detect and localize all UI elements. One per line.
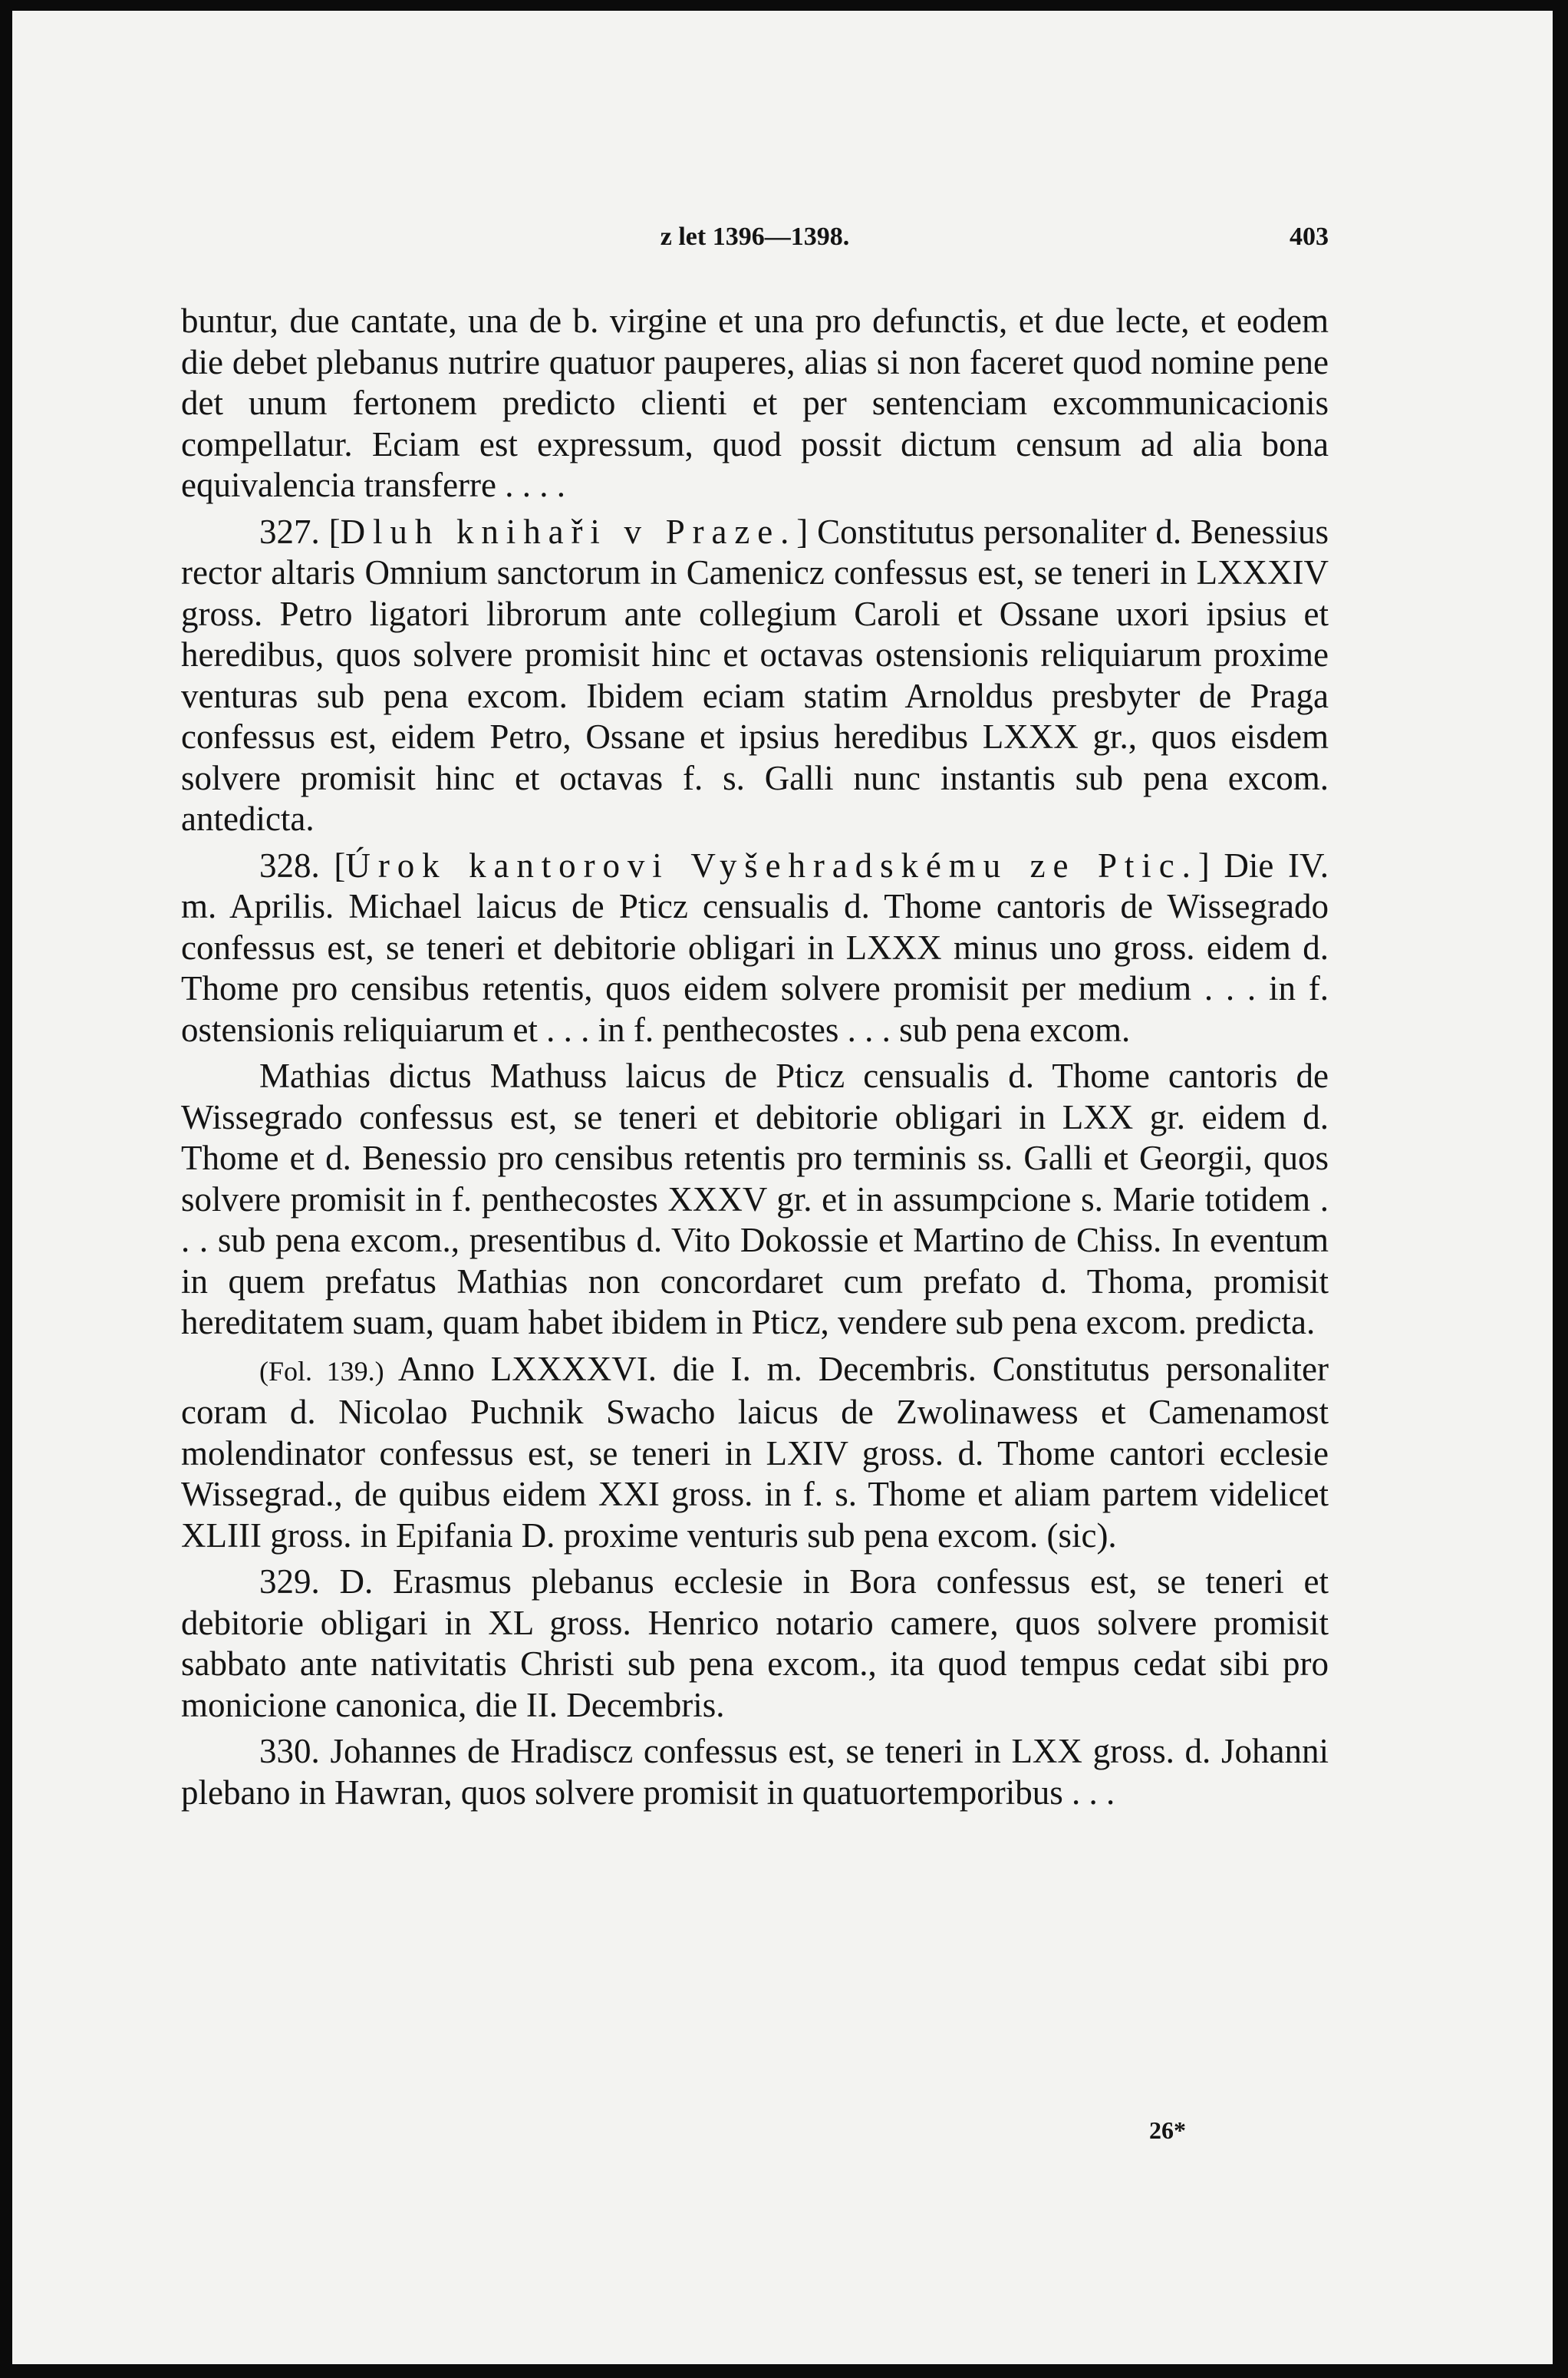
paragraph-text: Anno LXXXXVI. die I. m. Decembris. Constitutus personaliter coram d. Nicolao Puchnik Swacho laicus de Zwolinawess et Camenamost molendinator confessus est, se teneri in LXIV gross. d. Thome cantori ecclesie Wissegrad., de quibus eidem XXI gross. in f. s. Thome et aliam partem videlicet XLIII gross. in Epifania D. proxime venturis sub pena excom. (sic). bbox=[181, 1349, 1329, 1555]
entry-number: 327. [ bbox=[259, 512, 341, 551]
scan-border-top bbox=[0, 0, 1568, 11]
paragraph-text: buntur, due cantate, una de b. virgine et una pro defunctis, et due lecte, et eodem die debet plebanus nutrire quatuor pauperes, alias si non faceret quod nomine pene det unum fertonem predicto clienti et per sentenciam excommunicacionis compellatur. Eciam est expressum, quod possit dictum censum ad alia bona equivalencia transferre . . . . bbox=[181, 302, 1329, 504]
paragraph-text: Mathias dictus Mathuss laicus de Pticz censualis d. Thome cantoris de Wissegrado confessus est, se teneri et debitorie obligari in LXX gr. eidem d. Thome et d. Benessio pro censibus retentis pro terminis ss. Galli et Georgii, quos solvere promisit in f. penthecostes XXXV gr. et in assumpcione s. Marie totidem . . . sub pena excom., presentibus d. Vito Dokossie et Martino de Chiss. In eventum in quem prefatus Mathias non concordaret cum prefato d. Thoma, promisit hereditatem suam, quam habet ibidem in Pticz, vendere sub pena excom. predicta. bbox=[181, 1057, 1329, 1341]
entry-328 bbox=[181, 846, 1329, 1051]
paragraph-continuation bbox=[181, 301, 1329, 506]
entry-text: ] Die IV. m. Aprilis. Michael laicus de Pticz censualis d. Thome cantoris de Wissegrado confessus est, se teneri et debitorie obligari in LXXX minus uno gross. eidem d. Thome pro censibus retentis, quos eidem solvere promisit per medium . . . in f. ostensionis reliquiarum et . . . in f. penthecostes . . . sub pena excom. bbox=[181, 846, 1329, 1049]
running-head bbox=[181, 216, 1329, 262]
printer-signature-mark: 26* bbox=[1149, 2116, 1186, 2144]
entry-text: 330. Johannes de Hradiscz confessus est, se teneri in LXX gross. d. Johanni plebano in Hawran, quos solvere promisit in quatuortemporibus . . . bbox=[181, 1732, 1329, 1812]
paragraph-folio-139 bbox=[181, 1349, 1329, 1557]
running-title: z let 1396—1398. bbox=[660, 223, 850, 251]
scan-border-right bbox=[1553, 0, 1568, 2378]
main-text bbox=[181, 301, 1329, 1819]
entry-text: 329. D. Erasmus plebanus ecclesie in Bora confessus est, se teneri et debitorie obligari in XL gross. Henrico notario camere, quos solvere promisit sabbato ante nativitatis Christi sub pena excom., ita quod tempus cedat sibi pro monicione canonica, die II. Decembris. bbox=[181, 1562, 1329, 1724]
entry-heading: Úrok kantorovi Vyšehradskému ze Ptic. bbox=[345, 846, 1198, 885]
scan-border-left bbox=[0, 0, 12, 2378]
folio-reference: (Fol. 139.) bbox=[259, 1355, 384, 1387]
paragraph-mathias bbox=[181, 1056, 1329, 1344]
scan-border-bottom bbox=[0, 2364, 1568, 2378]
entry-329 bbox=[181, 1562, 1329, 1726]
entry-heading: Dluh knihaři v Praze. bbox=[340, 512, 797, 551]
page-number: 403 bbox=[1290, 223, 1329, 251]
entry-330 bbox=[181, 1731, 1329, 1813]
entry-number: 328. [ bbox=[259, 846, 346, 885]
entry-text: ] Constitutus personaliter d. Benessius rector altaris Omnium sanctorum in Camenicz confessus est, se teneri in LXXXIV gross. Petro ligatori librorum ante collegium Caroli et Ossane uxori ipsius et heredibus, quos solvere promisit hinc et octavas ostensionis reliquiarum proxime venturas sub pena excom. Ibidem eciam statim Arnoldus presbyter de Praga confessus est, eidem Petro, Ossane et ipsius heredibus LXXX gr., quos eisdem solvere promisit hinc et octavas f. s. Galli nunc instantis sub pena excom. antedicta. bbox=[181, 512, 1329, 838]
entry-327 bbox=[181, 512, 1329, 840]
